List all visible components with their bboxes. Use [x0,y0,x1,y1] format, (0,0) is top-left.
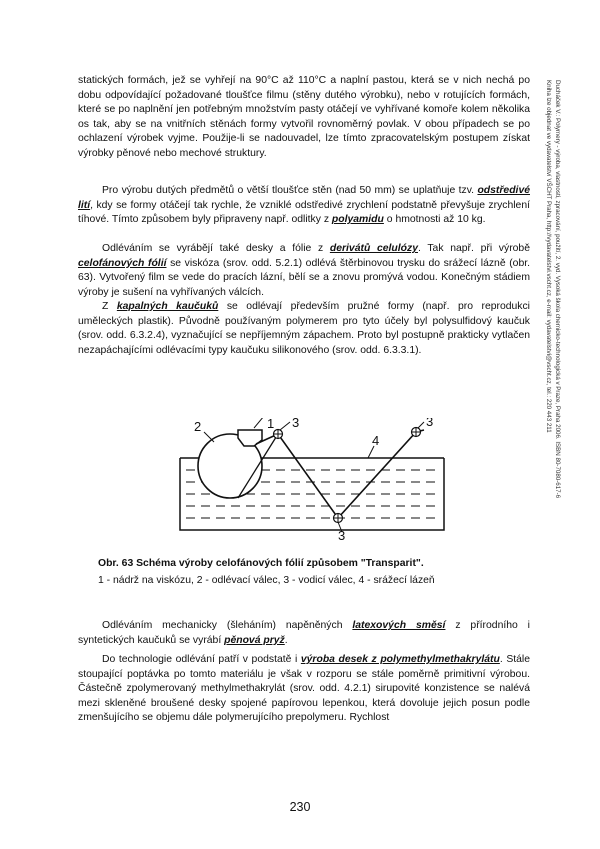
figure-caption-legend: 1 - nádrž na viskózu, 2 - odlévací válec, 3 - vodicí válec, 4 - srážecí lázeň [98,575,435,586]
keyword-latexove-smesi: latexových směsí [352,620,446,631]
label-4: 4 [372,433,380,448]
paragraph-6-text-b: . Stále stoupající poptávka po tomto materiálu je však v rozporu se stále poměrně primitivní výrobou. Částečně zpolymerovaný methylmethakrylát (srov. odd. 4.2.1) sirupovité konzistence se nalévá mezi skleněné broušené desky spojené papírovou lepenkou, která dovoluje jejich posun podle zmenšujícího se objemu dále polymerujícího prepolymeru. Rychlost [78,654,530,724]
keyword-penova-pryz: pěnová pryž [224,634,285,646]
keyword-odstredive-liti: odstředivé lití [78,185,530,211]
paragraph-3-text-b: . Tak např. při výrobě [417,243,530,254]
label-3-roller-2: 3 [338,528,346,542]
keyword-celofanove-folie: celofánových fólií [78,257,167,269]
guide-roller-2 [334,514,343,523]
paragraph-2-text-c: o hmotnosti až 10 kg. [383,214,486,226]
paragraph-3-text-c: se viskóza (srov. odd. 5.2.1) odlévá štěrbinovou trysku do srážecí lázně (obr. 63). Vytvořený film se vede do pracích lázní, bělí se a znovu promývá vodou. Konečným stádiem výroby je sušení na vyhřívaných válcích. [78,257,530,298]
paragraph-5 [78,619,530,648]
keyword-derivaty-celulozy: derivátů celulózy [329,243,418,254]
label-2: 2 [194,419,202,434]
label-3-roller-1: 3 [292,418,300,430]
page-number: 230 [289,800,311,814]
side-note-line-1: Ducháček V.: Polymery - výroba, vlastnosti, zpracování, použití, 2. vyd. Vysoká škola chemicko-technologická v Praze, Praha 2006. ISBN 80-7080-617-6 [554,80,561,499]
keyword-vyroba-desek-pmma: výroba desek z polymethylmethakrylátu [300,654,500,665]
paragraph-4-text-a: Z [102,301,117,312]
paragraph-2-text-b: , kdy se formy otáčejí tak rychle, že vzniklé odstředivé zrychlení podstatně převyšuje zrychlení tíhové. Tímto způsobem byly připraveny např. odlitky z [78,199,530,226]
paragraph-5-text-a: Odléváním mechanicky (šleháním) napěněných [102,620,353,631]
guide-roller-3 [412,428,421,437]
paragraph-6-text-a: Do technologie odlévání patří v podstatě i [102,654,301,665]
paragraph-2 [78,184,530,228]
label-3-roller-3: 3 [426,418,434,429]
paragraph-4 [78,300,530,358]
guide-roller-1 [274,430,283,439]
keyword-kapalne-kaucuky: kapalných kaučuků [116,301,219,312]
label-1: 1 [267,418,275,431]
paragraph-3 [78,242,530,300]
paragraph-1 [78,74,530,162]
side-note-line-2: Kniha lze objednat ve vydavatelství VŠCHT Praha, http://vydavatelstvi.vscht.cz, e-mail: vydavatelstvi@vscht.cz, tel.: 220 443 211 [545,80,552,433]
paragraph-6 [78,653,530,726]
paragraph-1-text: statických formách, jež se vyhřejí na 90°C až 110°C a naplní pastou, která se v nich nechá po dobu odpovídající požadované tloušťce filmu (stěny dutého výrobku), nebo v rotujících formách, které se po naplnění jen potřebným množstvím pasty otáčejí ve vyhřívané komoře kolem několika os tak, aby se na vnitřních stěnách formy vytvořil rovnoměrný povlak. V obou případech se po ochlazení výrobek vyjme. Použije-li se nadouvadel, lze tímto zpracovatelským postupem získat výrobky pěnové nebo mechové struktury. [78,75,530,159]
keyword-polyamid: polyamidu [331,214,384,226]
figure-caption-title: Obr. 63 Schéma výroby celofánových fólií způsobem "Transparit". [98,558,424,569]
paragraph-5-text-c: . [284,634,288,646]
side-citation-note [544,80,562,760]
paragraph-2-text-a: Pro výrobu dutých předmětů o větší tloušťce stěn (nad 50 mm) se uplatňuje tzv. [102,185,478,196]
paragraph-4-text-b: se odlévají především pružné formy (např. pro reprodukci uměleckých plastik). Původně používaným polymerem pro tyto účely byl polysulfidový kaučuk (srov. odd. 6.3.2.4), vyznačující se nepříjemným zápachem. Proto byl postupně prakticky vytlačen nezapáchajícími odlévacími typy kaučuku silikonového (srov. odd. 6.3.3.1). [78,301,530,356]
transparit-process-diagram [168,418,458,542]
paragraph-3-text-a: Odléváním se vyrábějí také desky a fólie z [102,243,330,254]
paragraph-5-text-b: z přírodního i syntetických kaučuků se vyrábí [78,620,530,646]
film-path [256,430,424,518]
